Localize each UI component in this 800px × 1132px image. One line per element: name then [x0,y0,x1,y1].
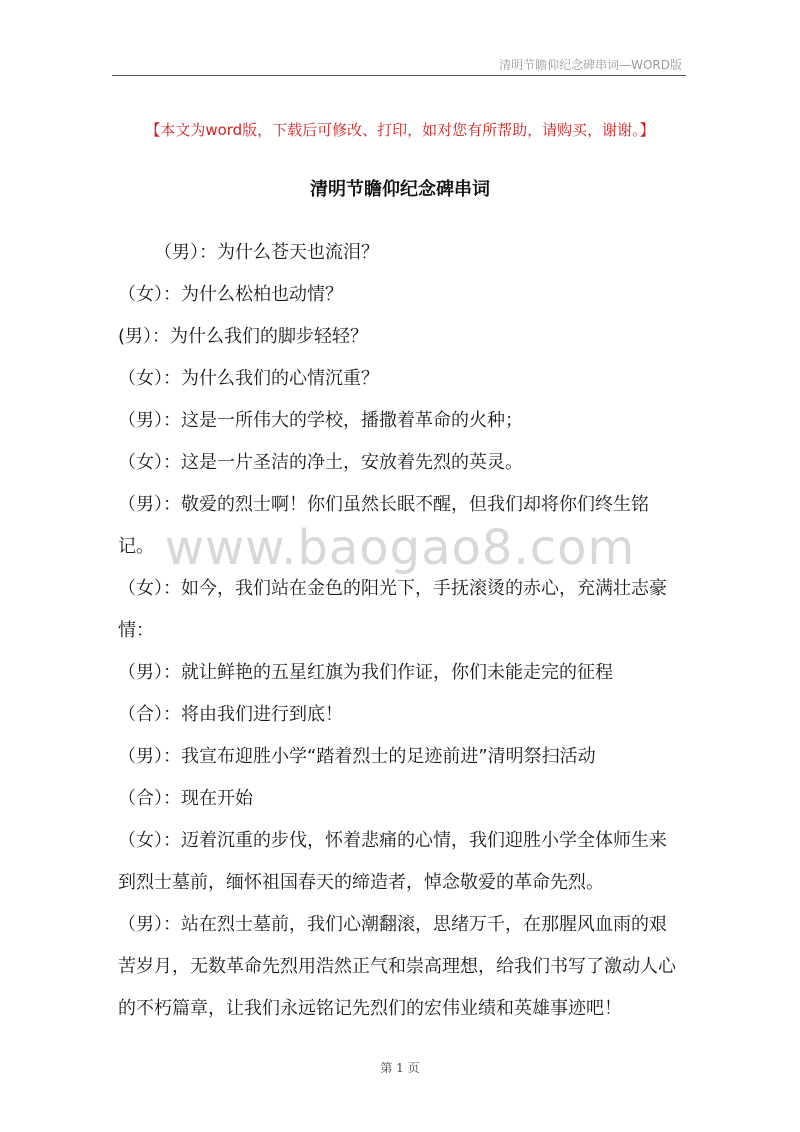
paragraph: （女）：为什么松柏也动情？ [118,284,343,305]
document-title: 清明节瞻仰纪念碑串词 [310,179,490,200]
purchase-notice: 【本文为word版，下载后可修改、打印，如对您有所帮助，请购买，谢谢。】 [145,121,655,139]
paragraph: （女）：迈着沉重的步伐，怀着悲痛的心情，我们迎胜小学全体师生来到烈士墓前，缅怀祖国春天的缔造者，悼念敬爱的革命先烈。 [118,830,667,893]
running-header: 清明节瞻仰纪念碑串词—WORD版 [499,58,682,72]
page-number: 第 1 页 [380,1061,420,1075]
paragraph: （男）：就让鲜艳的五星红旗为我们作证，你们未能走完的征程 [118,662,613,683]
paragraph: （女）：这是一片圣洁的净土，安放着先烈的英灵。 [118,452,523,473]
header-divider [112,75,686,76]
paragraph: （女）：为什么我们的心情沉重？ [118,368,379,389]
paragraph: （男）：为什么苍天也流泪？ [154,242,379,263]
paragraph: （合）：将由我们进行到底！ [118,704,343,725]
paragraph: （男）：我宣布迎胜小学“踏着烈士的足迹前进”清明祭扫活动 [118,746,596,767]
paragraph: (男）：为什么我们的脚步轻轻？ [118,326,369,347]
paragraph: （女）：如今，我们站在金色的阳光下，手抚滚烫的赤心，充满壮志豪情： [118,578,667,641]
paragraph: （男）：站在烈士墓前，我们心潮翻滚，思绪万千，在那腥风血雨的艰苦岁月，无数革命先烈用浩然正气和崇高理想，给我们书写了激动人心的不朽篇章，让我们永远铭记先烈们的宏伟业绩和英雄事迹吧！ [118,914,676,1019]
paragraph: （合）：现在开始 [118,788,253,809]
paragraph: （男）：这是一所伟大的学校，播撒着革命的火种； [118,410,523,431]
document-body [118,232,684,1030]
paragraph: （男）：敬爱的烈士啊！你们虽然长眠不醒，但我们却将你们终生铭记。 [118,494,649,557]
watermark: www.baogao8.com [164,520,636,576]
